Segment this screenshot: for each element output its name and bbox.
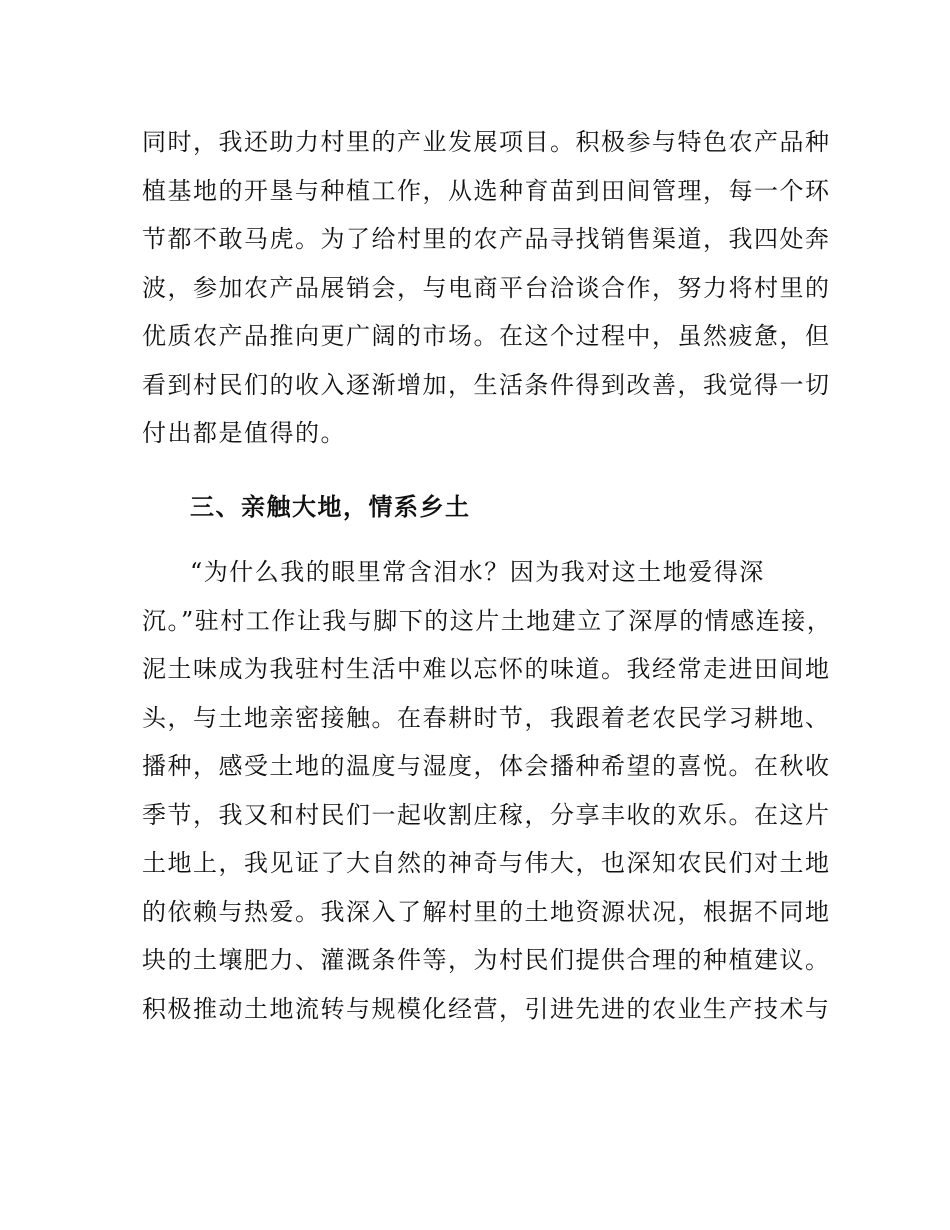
paragraph-line: 看到村民们的收入逐渐增加，生活条件得到改善，我觉得一切 (142, 370, 831, 399)
paragraph-line: 波，参加农产品展销会，与电商平台洽谈合作，努力将村里的 (142, 273, 831, 302)
paragraph-line: 季节，我又和村民们一起收割庄稼，分享丰收的欢乐。在这片 (142, 800, 831, 829)
paragraph-line: 积极推动土地流转与规模化经营，引进先进的农业生产技术与 (142, 994, 831, 1023)
paragraph-line: 付出都是值得的。 (142, 419, 346, 447)
paragraph-land-connection (142, 548, 833, 1033)
section-heading: 三、亲触大地，情系乡土 (190, 493, 471, 521)
paragraph-line: 块的土壤肥力、灌溉条件等，为村民们提供合理的种植建议。 (142, 946, 831, 974)
paragraph-industry-development (142, 118, 831, 458)
paragraph-line: 的依赖与热爱。我深入了解村里的土地资源状况，根据不同地 (142, 897, 831, 926)
paragraph-line: “为什么我的眼里常含泪水？因为我对这土地爱得深 (190, 558, 765, 586)
paragraph-line: 同时，我还助力村里的产业发展项目。积极参与特色农产品种 (142, 128, 831, 156)
paragraph-line: 泥土味成为我驻村生活中难以忘怀的味道。我经常走进田间地 (142, 655, 831, 683)
paragraph-line: 植基地的开垦与种植工作，从选种育苗到田间管理，每一个环 (142, 176, 831, 205)
paragraph-line: 头，与土地亲密接触。在春耕时节，我跟着老农民学习耕地、 (142, 703, 831, 732)
paragraph-line: 土地上，我见证了大自然的神奇与伟大，也深知农民们对土地 (142, 849, 831, 877)
paragraph-line: 沉。”驻村工作让我与脚下的这片土地建立了深厚的情感连接， (142, 606, 833, 635)
paragraph-line: 节都不敢马虎。为了给村里的农产品寻找销售渠道，我四处奔 (142, 225, 831, 253)
paragraph-line: 播种，感受土地的温度与湿度，体会播种希望的喜悦。在秋收 (142, 752, 831, 780)
paragraph-line: 优质农产品推向更广阔的市场。在这个过程中，虽然疲惫，但 (142, 322, 831, 350)
